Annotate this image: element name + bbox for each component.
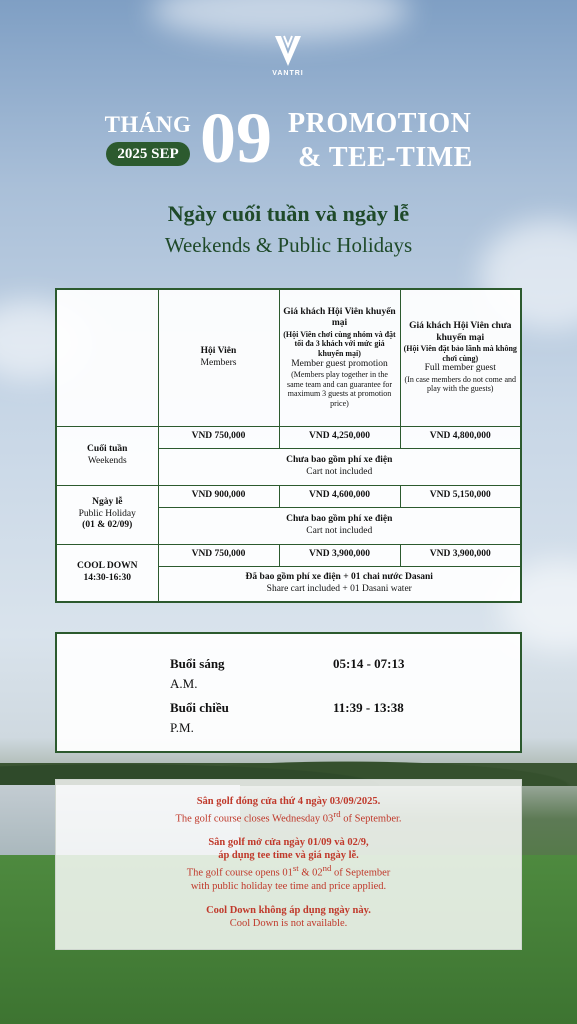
row-note [158,448,521,485]
pm-label-vi: Buổi chiều [170,700,229,715]
row-label-vi: Ngày lễ [92,497,123,508]
header-empty [56,289,158,426]
header-fmg-vi: Giá khách Hội Viên chưa khuyến mại [409,321,512,343]
header-fmg-en: Full member guest [424,363,496,374]
row-label-vi: COOL DOWN [77,561,138,572]
row-label-en: 14:30-16:30 [83,572,131,583]
am-label-vi: Buổi sáng [170,656,225,671]
row-note-vi: Đã bao gồm phí xe điện + 01 chai nước Dasani [245,572,433,583]
row-label [56,544,158,602]
open-notice-en-sup2: nd [322,863,332,874]
header-members-vi: Hội Viên [200,346,237,357]
closed-notice-en-sup: rd [333,808,341,819]
notice-box [55,779,522,950]
row-note-en: Cart not included [306,525,373,536]
closed-notice-en-tail: of September. [340,813,402,825]
open-notice-en-a: The golf course opens 01 [186,867,293,879]
table-header-row [56,289,521,426]
brand-name: VANTRI [272,70,304,77]
closed-notice-en [56,809,521,826]
header-fmg-vi-note: (Hội Viên đặt bảo lãnh mà không chơi cùng) [403,344,517,363]
row-label-en: Weekends [87,455,127,466]
cool-down-notice-en: Cool Down is not available. [229,918,348,930]
header-full-guest [400,289,521,426]
cool-down-notice-vi: Cool Down không áp dụng ngày này. [206,904,371,916]
row-note [158,566,521,602]
header-member-guest [279,289,400,426]
header-mgp-vi: Giá khách Hội Viên khuyến mại [283,307,396,329]
open-notice-en-sup1: st [292,863,299,874]
row-label-extra: (01 & 02/09) [82,520,133,531]
price-members: VND 750,000 [158,426,279,448]
promotion-title: PROMOTION [288,108,472,139]
price-member-guest: VND 3,900,000 [279,544,400,566]
open-notice-en-1 [56,863,521,880]
row-label [56,485,158,544]
price-full-guest: VND 3,900,000 [400,544,521,566]
price-member-guest: VND 4,250,000 [279,426,400,448]
subtitle-vi: Ngày cuối tuần và ngày lễ [167,201,410,226]
open-notice-en-c: of September [331,867,391,879]
am-label-en: A.M. [170,676,198,691]
row-note-vi: Chưa bao gồm phí xe điện [286,514,393,525]
header-members-en: Members [200,357,237,368]
tee-time-title: & TEE-TIME [298,142,473,173]
pm-time: 11:39 - 13:38 [333,700,404,715]
header-fmg-en-note: (In case members do not come and play with the guests) [404,374,516,394]
month-number: 09 [200,98,272,178]
row-note-en: Share cart included + 01 Dasani water [266,583,412,594]
row-note-en: Cart not included [306,466,373,477]
table-row [56,426,521,448]
price-member-guest: VND 4,600,000 [279,485,400,507]
open-notice-vi-1: Sân golf mở cửa ngày 01/09 và 02/9, [208,836,369,848]
month-badge: 2025 SEP [106,142,190,166]
am-time: 05:14 - 07:13 [333,656,405,671]
table-row [56,485,521,507]
price-table [55,288,522,603]
header-members [158,289,279,426]
price-members: VND 900,000 [158,485,279,507]
v-logo-icon [273,34,303,68]
price-full-guest: VND 4,800,000 [400,426,521,448]
closed-notice-vi: Sân golf đóng cửa thứ 4 ngày 03/09/2025. [196,796,381,807]
month-word: THÁNG [104,112,192,137]
header-mgp-en-note: (Members play together in the same team and can guarantee for maximum 3 guests at promotion price) [286,370,393,408]
header-mgp-en: Member guest promotion [291,358,388,369]
open-notice-en-2: with public holiday tee time and price applied. [190,881,387,893]
pm-label-en: P.M. [170,720,194,735]
row-label-vi: Cuối tuần [87,444,128,455]
row-note [158,507,521,544]
price-full-guest: VND 5,150,000 [400,485,521,507]
table-row [56,544,521,566]
row-label-en: Public Holiday [78,508,136,519]
header-mgp-vi-note: (Hội Viên chơi cùng nhóm và đặt tối đa 3 khách với mức giá khuyến mại) [283,329,396,359]
brand-logo [266,34,310,77]
subtitle-en: Weekends & Public Holidays [164,233,413,257]
closed-notice-en-text: The golf course closes Wednesday 03 [175,813,334,825]
row-label [56,426,158,485]
price-members: VND 750,000 [158,544,279,566]
open-notice-en-b: & 02 [298,867,323,879]
tee-time-box [55,632,522,753]
row-note-vi: Chưa bao gồm phí xe điện [286,455,393,466]
open-notice-vi-2: áp dụng tee time và giá ngày lễ. [218,850,359,862]
